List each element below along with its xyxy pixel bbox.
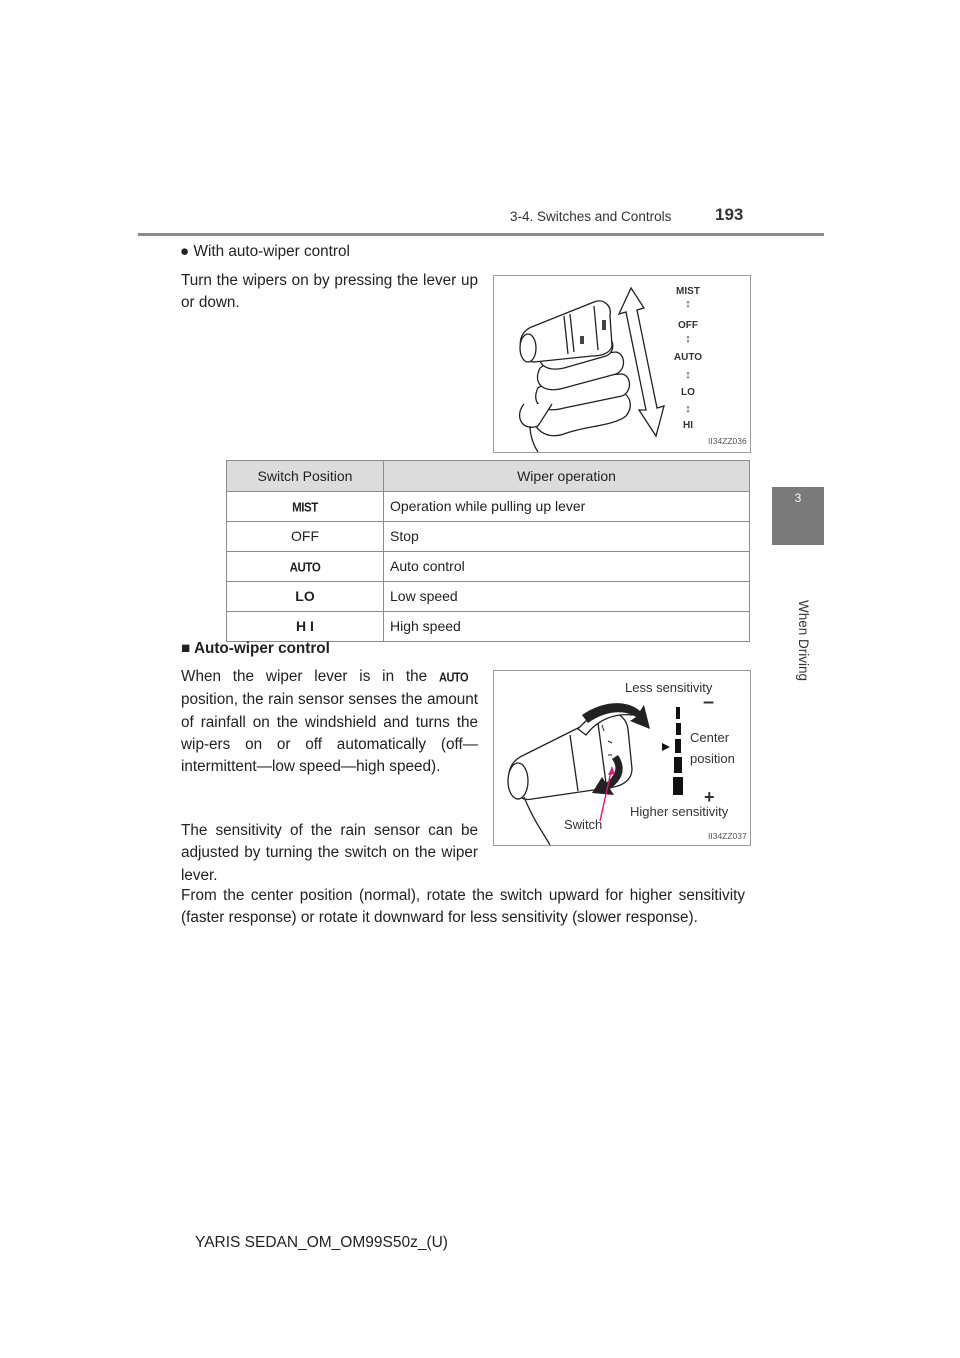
plus-icon: + [704, 787, 715, 807]
position-label-off: OFF [678, 320, 698, 331]
table-row [227, 612, 750, 642]
position-label-lo: LO [681, 387, 695, 398]
table-row [227, 492, 750, 522]
switch-position-table [226, 460, 750, 642]
operation-cell: High speed [384, 612, 750, 642]
operation-cell: Low speed [384, 582, 750, 612]
sensitivity-switch-figure [493, 670, 751, 846]
less-sensitivity-label: Less sensitivity [625, 680, 713, 695]
column-header: Wiper operation [384, 461, 750, 492]
higher-sensitivity-label: Higher sensitivity [630, 804, 729, 819]
sensitivity-paragraph: The sensitivity of the rain sensor can be adjusted by turning the switch on the wiper lever. [181, 822, 478, 884]
operation-cell: Auto control [384, 552, 750, 582]
bullet-icon: ● [180, 243, 190, 260]
table-row [227, 552, 750, 582]
operation-cell: Stop [384, 522, 750, 552]
subsection-heading-text: With auto-wiper control [193, 243, 350, 260]
section-heading [181, 640, 330, 658]
chapter-number: 3 [794, 491, 802, 505]
page-number: 193 [715, 205, 744, 224]
center-position-label-line1: Center [690, 730, 730, 745]
updown-arrow-icon: ↕ [685, 403, 691, 415]
intro-paragraph: Turn the wipers on by pressing the lever up or down. [181, 272, 478, 312]
position-label-mist: MIST [676, 286, 700, 297]
position-cell [227, 552, 384, 582]
adjust-paragraph: From the center position (normal), rotate the switch upward for higher sensitivity (faster response) or rotate it downward for less sensitivity (slower response). [181, 887, 745, 927]
running-header-section: 3-4. Switches and Controls [510, 209, 672, 224]
figure-id: II34ZZ036 [708, 436, 747, 446]
square-bullet-icon: ■ [181, 640, 191, 657]
auto-symbol: AUTO [289, 560, 321, 575]
table-header-row [227, 461, 750, 492]
wiper-lever-figure [493, 275, 751, 453]
position-cell: OFF [227, 522, 384, 552]
auto-paragraph [181, 666, 478, 778]
mist-symbol: MIST [292, 500, 318, 515]
header-rule [138, 233, 824, 236]
paragraph-text: position, the rain sensor senses the amount of rainfall on the windshield and turns the wip-ers on or off automatically (off—intermittent—low speed—high speed). [181, 691, 478, 776]
updown-arrow-icon: ↕ [685, 333, 691, 345]
position-cell [227, 492, 384, 522]
center-position-label-line2: position [690, 751, 735, 766]
updown-arrow-icon: ↕ [685, 369, 691, 381]
position-label-hi: HI [683, 420, 693, 431]
switch-label: Switch [564, 817, 603, 832]
document-footer: YARIS SEDAN_OM_OM99S50z_(U) [195, 1234, 448, 1251]
table-row [227, 582, 750, 612]
position-cell: LO [227, 582, 384, 612]
paragraph-text: When the wiper lever is in the [181, 668, 428, 685]
auto-symbol: AUTO [439, 671, 469, 685]
column-header: Switch Position [227, 461, 384, 492]
subsection-heading [180, 243, 350, 261]
minus-icon: – [703, 691, 715, 713]
position-label-auto: AUTO [673, 352, 703, 363]
updown-arrow-icon: ↕ [685, 298, 691, 310]
operation-cell: Operation while pulling up lever [384, 492, 750, 522]
figure-id: II34ZZ037 [708, 831, 747, 841]
table-row [227, 522, 750, 552]
position-cell: H I [227, 612, 384, 642]
section-heading-text: Auto-wiper control [193, 640, 330, 657]
chapter-label: When Driving [796, 600, 811, 682]
